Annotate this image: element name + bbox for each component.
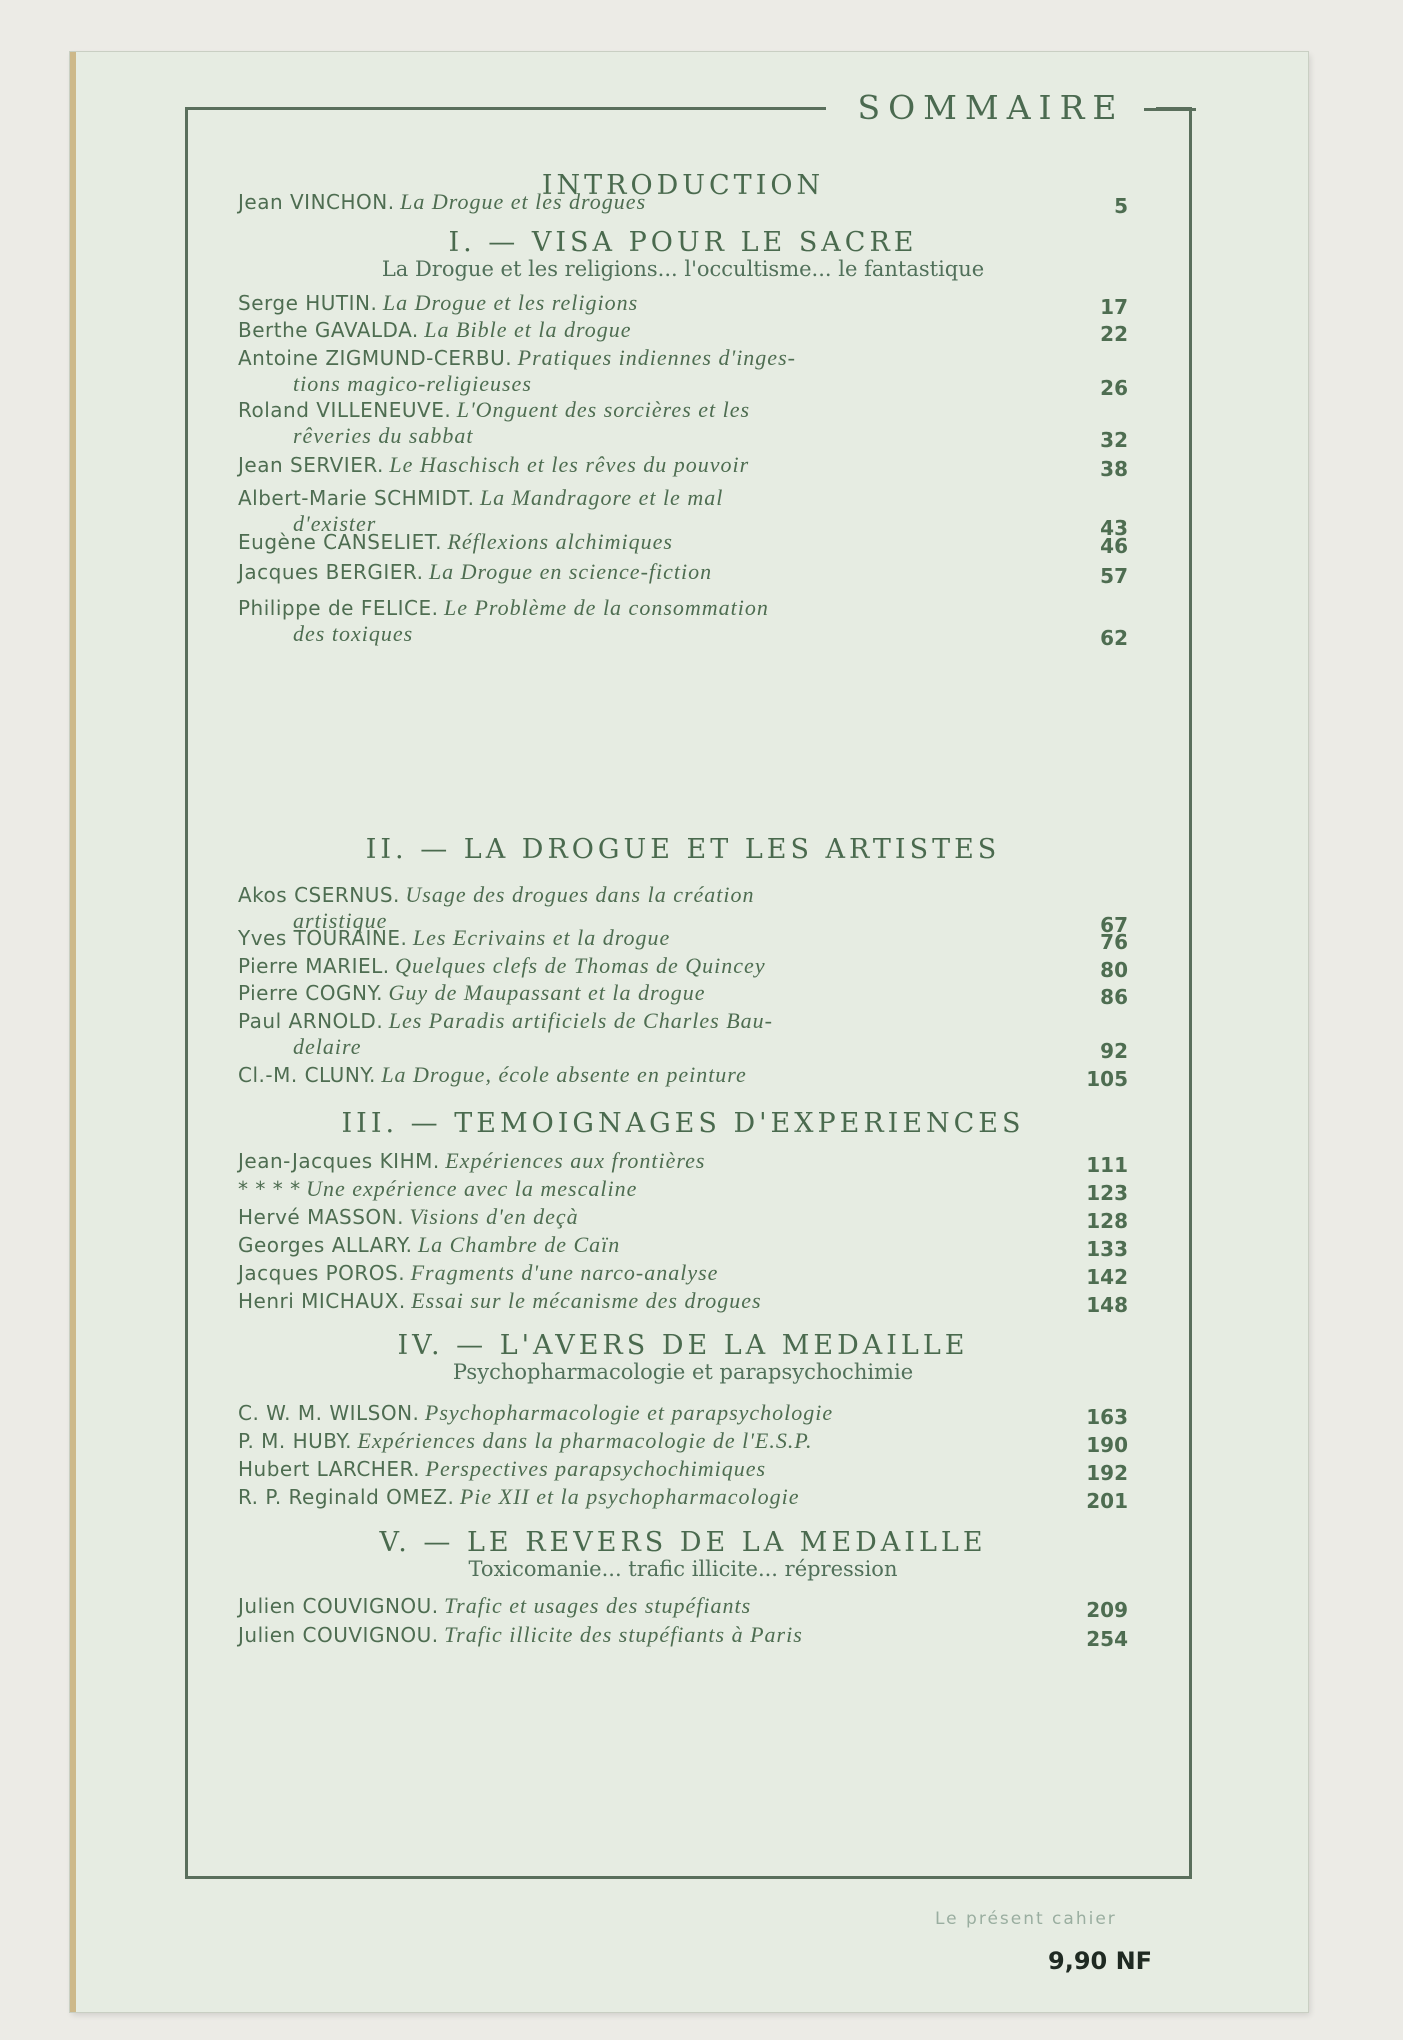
toc-entry-line	[238, 1288, 1128, 1314]
toc-page-number: 190	[1086, 1433, 1128, 1457]
toc-page-number: 76	[1100, 930, 1128, 954]
toc-title: Les Ecrivains et la drogue	[412, 925, 671, 950]
toc-entry	[238, 1288, 1128, 1317]
toc-entry	[238, 189, 1128, 218]
toc-page-number: 5	[1114, 194, 1128, 218]
toc-author: Albert-Marie SCHMIDT.	[238, 486, 475, 510]
toc-page-number: 92	[1100, 1039, 1128, 1063]
toc-title: Une expérience avec la mescaline	[306, 1176, 638, 1201]
toc-entry	[238, 345, 1128, 400]
toc-title: Visions d'en deçà	[409, 1204, 579, 1229]
toc-entry	[238, 1062, 1128, 1091]
toc-entry	[238, 1428, 1128, 1457]
toc-title: Expériences dans la pharmacologie de l'E.S.P.	[357, 1428, 813, 1453]
toc-entry-line	[238, 1232, 1128, 1258]
toc-author: Akos CSERNUS.	[238, 883, 400, 907]
toc-entry	[238, 980, 1128, 1009]
toc-page-number: 80	[1100, 958, 1128, 982]
toc-title-continuation: delaire	[293, 1034, 362, 1059]
toc-entry	[238, 1148, 1128, 1177]
toc-entry-line	[238, 1400, 1128, 1426]
toc-entry-line	[238, 1622, 1128, 1648]
toc-title: La Drogue en science-fiction	[428, 559, 713, 584]
toc-entry-line	[238, 1428, 1128, 1454]
toc-author: Yves TOURAINE.	[238, 926, 408, 950]
toc-title-continuation: tions magico-religieuses	[293, 371, 532, 396]
toc-title: Essai sur le mécanisme des drogues	[411, 1288, 762, 1313]
toc-author: Serge HUTIN.	[238, 291, 378, 315]
toc-title: La Drogue et les religions	[382, 290, 639, 315]
toc-page-number: 201	[1086, 1489, 1128, 1513]
toc-page-number: 148	[1086, 1293, 1128, 1317]
toc-entry-line	[238, 290, 1128, 316]
toc-entry-line	[238, 925, 1128, 951]
toc-page-number: 128	[1086, 1209, 1128, 1233]
toc-title: Fragments d'une narco-analyse	[410, 1260, 719, 1285]
price-label: 9,90 NF	[1048, 1947, 1153, 1975]
toc-page-number: 209	[1086, 1598, 1128, 1622]
toc-title-continuation: d'exister	[293, 511, 377, 536]
toc-entry-line	[238, 1148, 1128, 1174]
toc-entry-line	[238, 317, 1128, 343]
toc-entry	[238, 1622, 1128, 1651]
toc-entry-line	[238, 452, 1128, 478]
toc-entry	[238, 1204, 1128, 1233]
toc-author: Jean SERVIER.	[238, 453, 384, 477]
toc-title-continuation: des toxiques	[293, 621, 414, 646]
section-heading: IV. — L'AVERS DE LA MEDAILLE	[397, 1330, 969, 1361]
toc-title: La Drogue et les drogues	[400, 189, 647, 214]
toc-page-number: 57	[1100, 564, 1128, 588]
toc-entry	[238, 1400, 1128, 1429]
toc-title: Guy de Maupassant et la drogue	[388, 980, 706, 1005]
toc-entry-line	[238, 1484, 1128, 1510]
toc-page-number: 62	[1100, 626, 1128, 650]
toc-entry-line	[238, 397, 1128, 423]
toc-entry-line	[238, 595, 1128, 621]
toc-author: Hubert LARCHER.	[238, 1457, 421, 1481]
toc-entry	[238, 1484, 1128, 1513]
toc-page-number: 17	[1100, 295, 1128, 319]
toc-author: * * * *	[238, 1177, 301, 1201]
toc-entry	[238, 595, 1128, 650]
toc-author: Jacques BERGIER.	[238, 560, 424, 584]
toc-author: Jacques POROS.	[238, 1261, 406, 1285]
toc-page-number: 192	[1086, 1461, 1128, 1485]
toc-page-number: 67	[1100, 913, 1128, 937]
toc-page-number: 111	[1086, 1153, 1128, 1177]
toc-author: Pierre MARIEL.	[238, 954, 390, 978]
toc-page-number: 38	[1100, 457, 1128, 481]
toc-entry-line	[238, 1593, 1128, 1619]
toc-entry	[238, 1456, 1128, 1485]
toc-entry	[238, 1593, 1128, 1622]
toc-page-number: 163	[1086, 1405, 1128, 1429]
toc-page-number: 43	[1100, 516, 1128, 540]
toc-author: Julien COUVIGNOU.	[238, 1594, 439, 1618]
toc-page-number: 32	[1100, 428, 1128, 452]
toc-entry-line	[238, 345, 1128, 371]
toc-title: Le Haschisch et les rêves du pouvoir	[389, 452, 750, 477]
toc-author: Georges ALLARY.	[238, 1233, 413, 1257]
toc-title: Les Paradis artificiels de Charles Bau-	[388, 1008, 773, 1033]
toc-title: Le Problème de la consommation	[443, 595, 769, 620]
section-heading: INTRODUCTION	[541, 170, 825, 201]
toc-title: La Chambre de Caïn	[417, 1232, 621, 1257]
toc-entry	[238, 1232, 1128, 1261]
toc-title: La Mandragore et le mal	[479, 485, 724, 510]
toc-page-number: 46	[1100, 534, 1128, 558]
toc-title: Réflexions alchimiques	[447, 529, 673, 554]
toc-title-continuation: rêveries du sabbat	[293, 423, 474, 448]
toc-author: Jean-Jacques KIHM.	[238, 1149, 440, 1173]
toc-author: Julien COUVIGNOU.	[238, 1623, 439, 1647]
page-title: SOMMAIRE	[826, 88, 1156, 128]
toc-entry	[238, 953, 1128, 982]
toc-title: L'Onguent des sorcières et les	[456, 397, 751, 422]
toc-author: Paul ARNOLD.	[238, 1009, 384, 1033]
toc-author: R. P. Reginald OMEZ.	[238, 1485, 455, 1509]
toc-entry-line	[238, 953, 1128, 979]
toc-entry	[238, 1008, 1128, 1063]
toc-title: La Bible et la drogue	[424, 317, 632, 342]
toc-author: Henri MICHAUX.	[238, 1289, 406, 1313]
section-subtitle: La Drogue et les religions... l'occultisme... le fantastique	[381, 257, 985, 281]
toc-author: Cl.-M. CLUNY.	[238, 1063, 376, 1087]
toc-page-number: 86	[1100, 985, 1128, 1009]
toc-entry-line	[238, 559, 1128, 585]
toc-entry-line	[238, 1176, 1128, 1202]
toc-entry-line	[238, 189, 1128, 215]
toc-page-number: 133	[1086, 1237, 1128, 1261]
toc-entry-line	[238, 485, 1128, 511]
section-heading: V. — LE REVERS DE LA MEDAILLE	[379, 1527, 987, 1558]
toc-title: Expériences aux frontières	[445, 1148, 706, 1173]
toc-author: Roland VILLENEUVE.	[238, 398, 452, 422]
toc-title: Pie XII et la psychopharmacologie	[459, 1484, 800, 1509]
toc-author: Berthe GAVALDA.	[238, 318, 419, 342]
section-heading: I. — VISA POUR LE SACRE	[448, 227, 918, 258]
toc-title: Usage des drogues dans la création	[405, 882, 755, 907]
toc-entry	[238, 925, 1128, 954]
toc-author: Eugène CANSELIET.	[238, 530, 442, 554]
toc-entry	[238, 559, 1128, 588]
toc-title: Psychopharmacologie et parapsychologie	[424, 1400, 834, 1425]
toc-page-number: 26	[1100, 376, 1128, 400]
toc-author: Hervé MASSON.	[238, 1205, 404, 1229]
toc-author: Pierre COGNY.	[238, 981, 383, 1005]
toc-title: Trafic illicite des stupéfiants à Paris	[444, 1622, 803, 1647]
section-heading: II. — LA DROGUE ET LES ARTISTES	[365, 834, 1001, 865]
toc-entry	[238, 529, 1128, 558]
toc-author: C. W. M. WILSON.	[238, 1401, 420, 1425]
toc-entry-line	[238, 529, 1128, 555]
toc-entry	[238, 452, 1128, 481]
toc-entry	[238, 1260, 1128, 1289]
toc-title-continuation: artistique	[293, 908, 388, 933]
toc-author: Philippe de FELICE.	[238, 596, 439, 620]
toc-title: Perspectives parapsychochimiques	[425, 1456, 767, 1481]
toc-page-number: 142	[1086, 1265, 1128, 1289]
toc-entry-line	[238, 1456, 1128, 1482]
footer-note: Le présent cahier	[935, 1909, 1117, 1929]
toc-entry-line	[238, 1062, 1128, 1088]
toc-entry	[238, 397, 1128, 452]
toc-page-number: 105	[1086, 1067, 1128, 1091]
toc-entry	[238, 290, 1128, 319]
toc-entry-line	[238, 882, 1128, 908]
toc-entry-line	[238, 1008, 1128, 1034]
toc-entry	[238, 1176, 1128, 1205]
toc-entry-line	[238, 1204, 1128, 1230]
toc-author: Antoine ZIGMUND-CERBU.	[238, 346, 513, 370]
section-subtitle: Psychopharmacologie et parapsychochimie	[452, 1360, 914, 1384]
toc-page-number: 254	[1086, 1627, 1128, 1651]
toc-title: La Drogue, école absente en peinture	[381, 1062, 747, 1087]
toc-author: P. M. HUBY.	[238, 1429, 352, 1453]
toc-page-number: 123	[1086, 1181, 1128, 1205]
section-heading: III. — TEMOIGNAGES D'EXPERIENCES	[341, 1108, 1025, 1139]
toc-title: Quelques clefs de Thomas de Quincey	[395, 953, 766, 978]
section-subtitle: Toxicomanie... trafic illicite... répression	[468, 1557, 898, 1581]
toc-entry-line	[238, 1260, 1128, 1286]
toc-entry-line	[238, 980, 1128, 1006]
toc-title: Trafic et usages des stupéfiants	[444, 1593, 752, 1618]
toc-page-number: 22	[1100, 322, 1128, 346]
toc-author: Jean VINCHON.	[238, 190, 395, 214]
toc-title: Pratiques indiennes d'inges-	[517, 345, 796, 370]
toc-entry	[238, 317, 1128, 346]
